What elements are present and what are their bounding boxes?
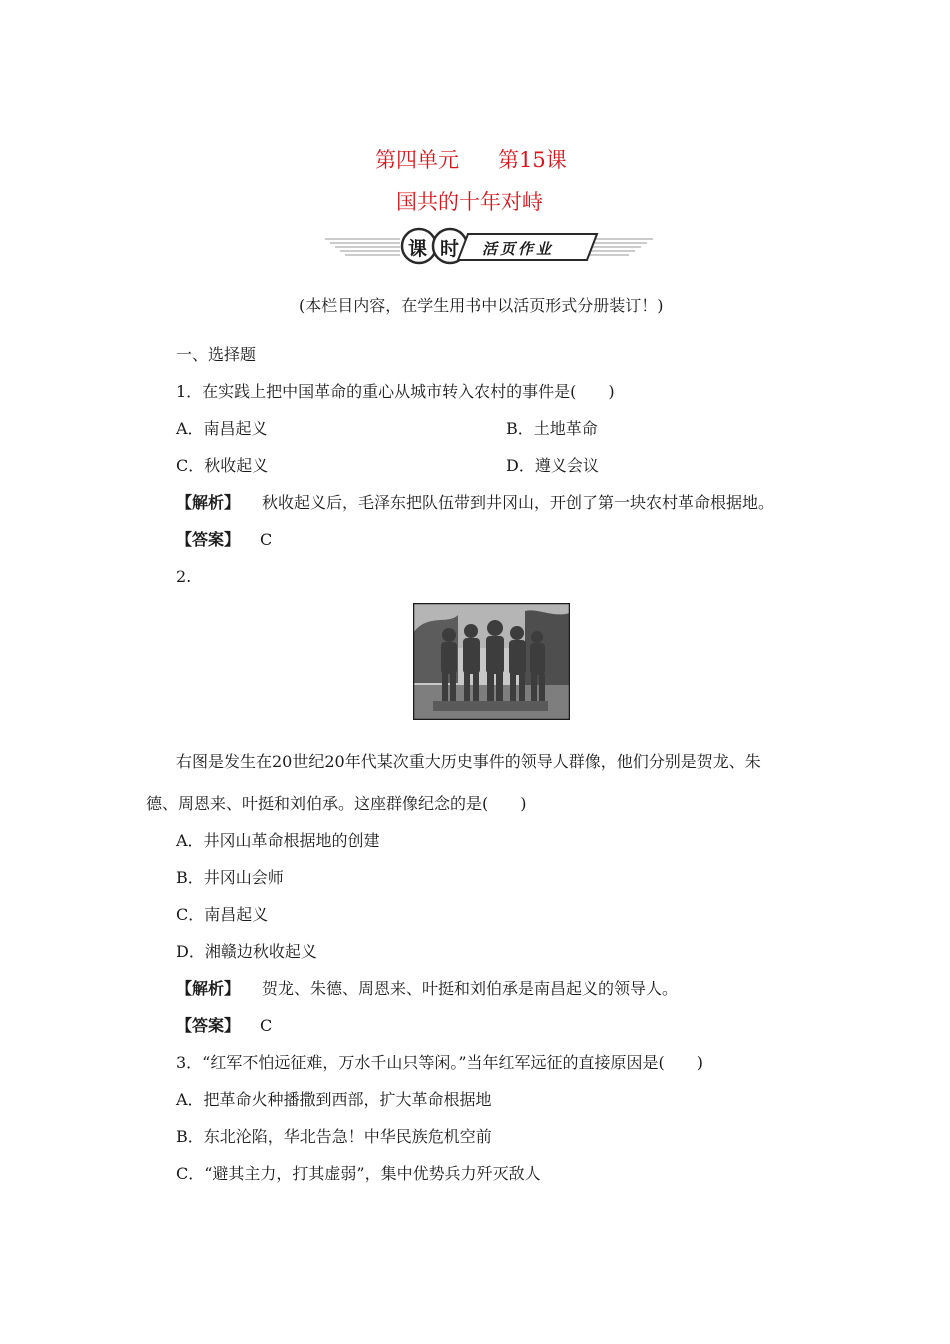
binding-note: (本栏目内容，在学生用书中以活页形式分册装订！)	[299, 296, 664, 315]
q1-analysis-label: 【解析】	[176, 493, 241, 512]
q2-option-a: A．井冈山革命根据地的创建	[176, 831, 380, 850]
unit-label: 第四单元	[375, 148, 459, 172]
q2-analysis: 贺龙、朱德、周恩来、叶挺和刘伯承是南昌起义的领导人。	[262, 979, 679, 998]
q1-analysis: 秋收起义后，毛泽东把队伍带到井冈山，开创了第一块农村革命根据地。	[262, 493, 775, 512]
q2-stem-line1: 右图是发生在20世纪20年代某次重大历史事件的领导人群像，他们分别是贺龙、朱	[176, 752, 761, 771]
lesson-label: 第15课	[498, 148, 567, 172]
q3-option-b: B．东北沦陷，华北告急！中华民族危机空前	[176, 1127, 492, 1146]
q2-option-c: C．南昌起义	[176, 905, 269, 924]
banner-text: 活页作业	[482, 240, 555, 258]
q2-analysis-label: 【解析】	[176, 979, 241, 998]
q1-answer: C	[260, 530, 273, 549]
lesson-title: 国共的十年对峙	[396, 190, 543, 214]
q1-answer-label: 【答案】	[176, 530, 241, 549]
q2-answer: C	[260, 1016, 273, 1035]
q1-stem: 1．在实践上把中国革命的重心从城市转入农村的事件是( )	[176, 382, 615, 401]
q2-option-d: D．湘赣边秋收起义	[176, 942, 317, 961]
q1-option-b: B．土地革命	[506, 419, 598, 438]
q2-number: 2.	[176, 567, 192, 586]
q2-answer-label: 【答案】	[176, 1016, 241, 1035]
q1-option-d: D．遵义会议	[506, 456, 599, 475]
q2-option-b: B．井冈山会师	[176, 868, 284, 887]
q3-stem: 3．“红军不怕远征难，万水千山只等闲。”当年红军远征的直接原因是( )	[176, 1053, 704, 1072]
q1-option-a: A．南昌起义	[176, 419, 268, 438]
statue-group-photo	[413, 603, 570, 720]
section-title: 一、选择题	[176, 345, 257, 364]
banner-char-ke: 课	[408, 238, 428, 260]
q3-option-a: A．把革命火种播撒到西部，扩大革命根据地	[176, 1090, 492, 1109]
q2-stem-line2: 德、周恩来、叶挺和刘伯承。这座群像纪念的是( )	[146, 794, 527, 813]
q3-option-c: C．“避其主力，打其虚弱”，集中优势兵力歼灭敌人	[176, 1164, 541, 1183]
q1-option-c: C．秋收起义	[176, 456, 269, 475]
banner-char-shi: 时	[440, 238, 460, 260]
